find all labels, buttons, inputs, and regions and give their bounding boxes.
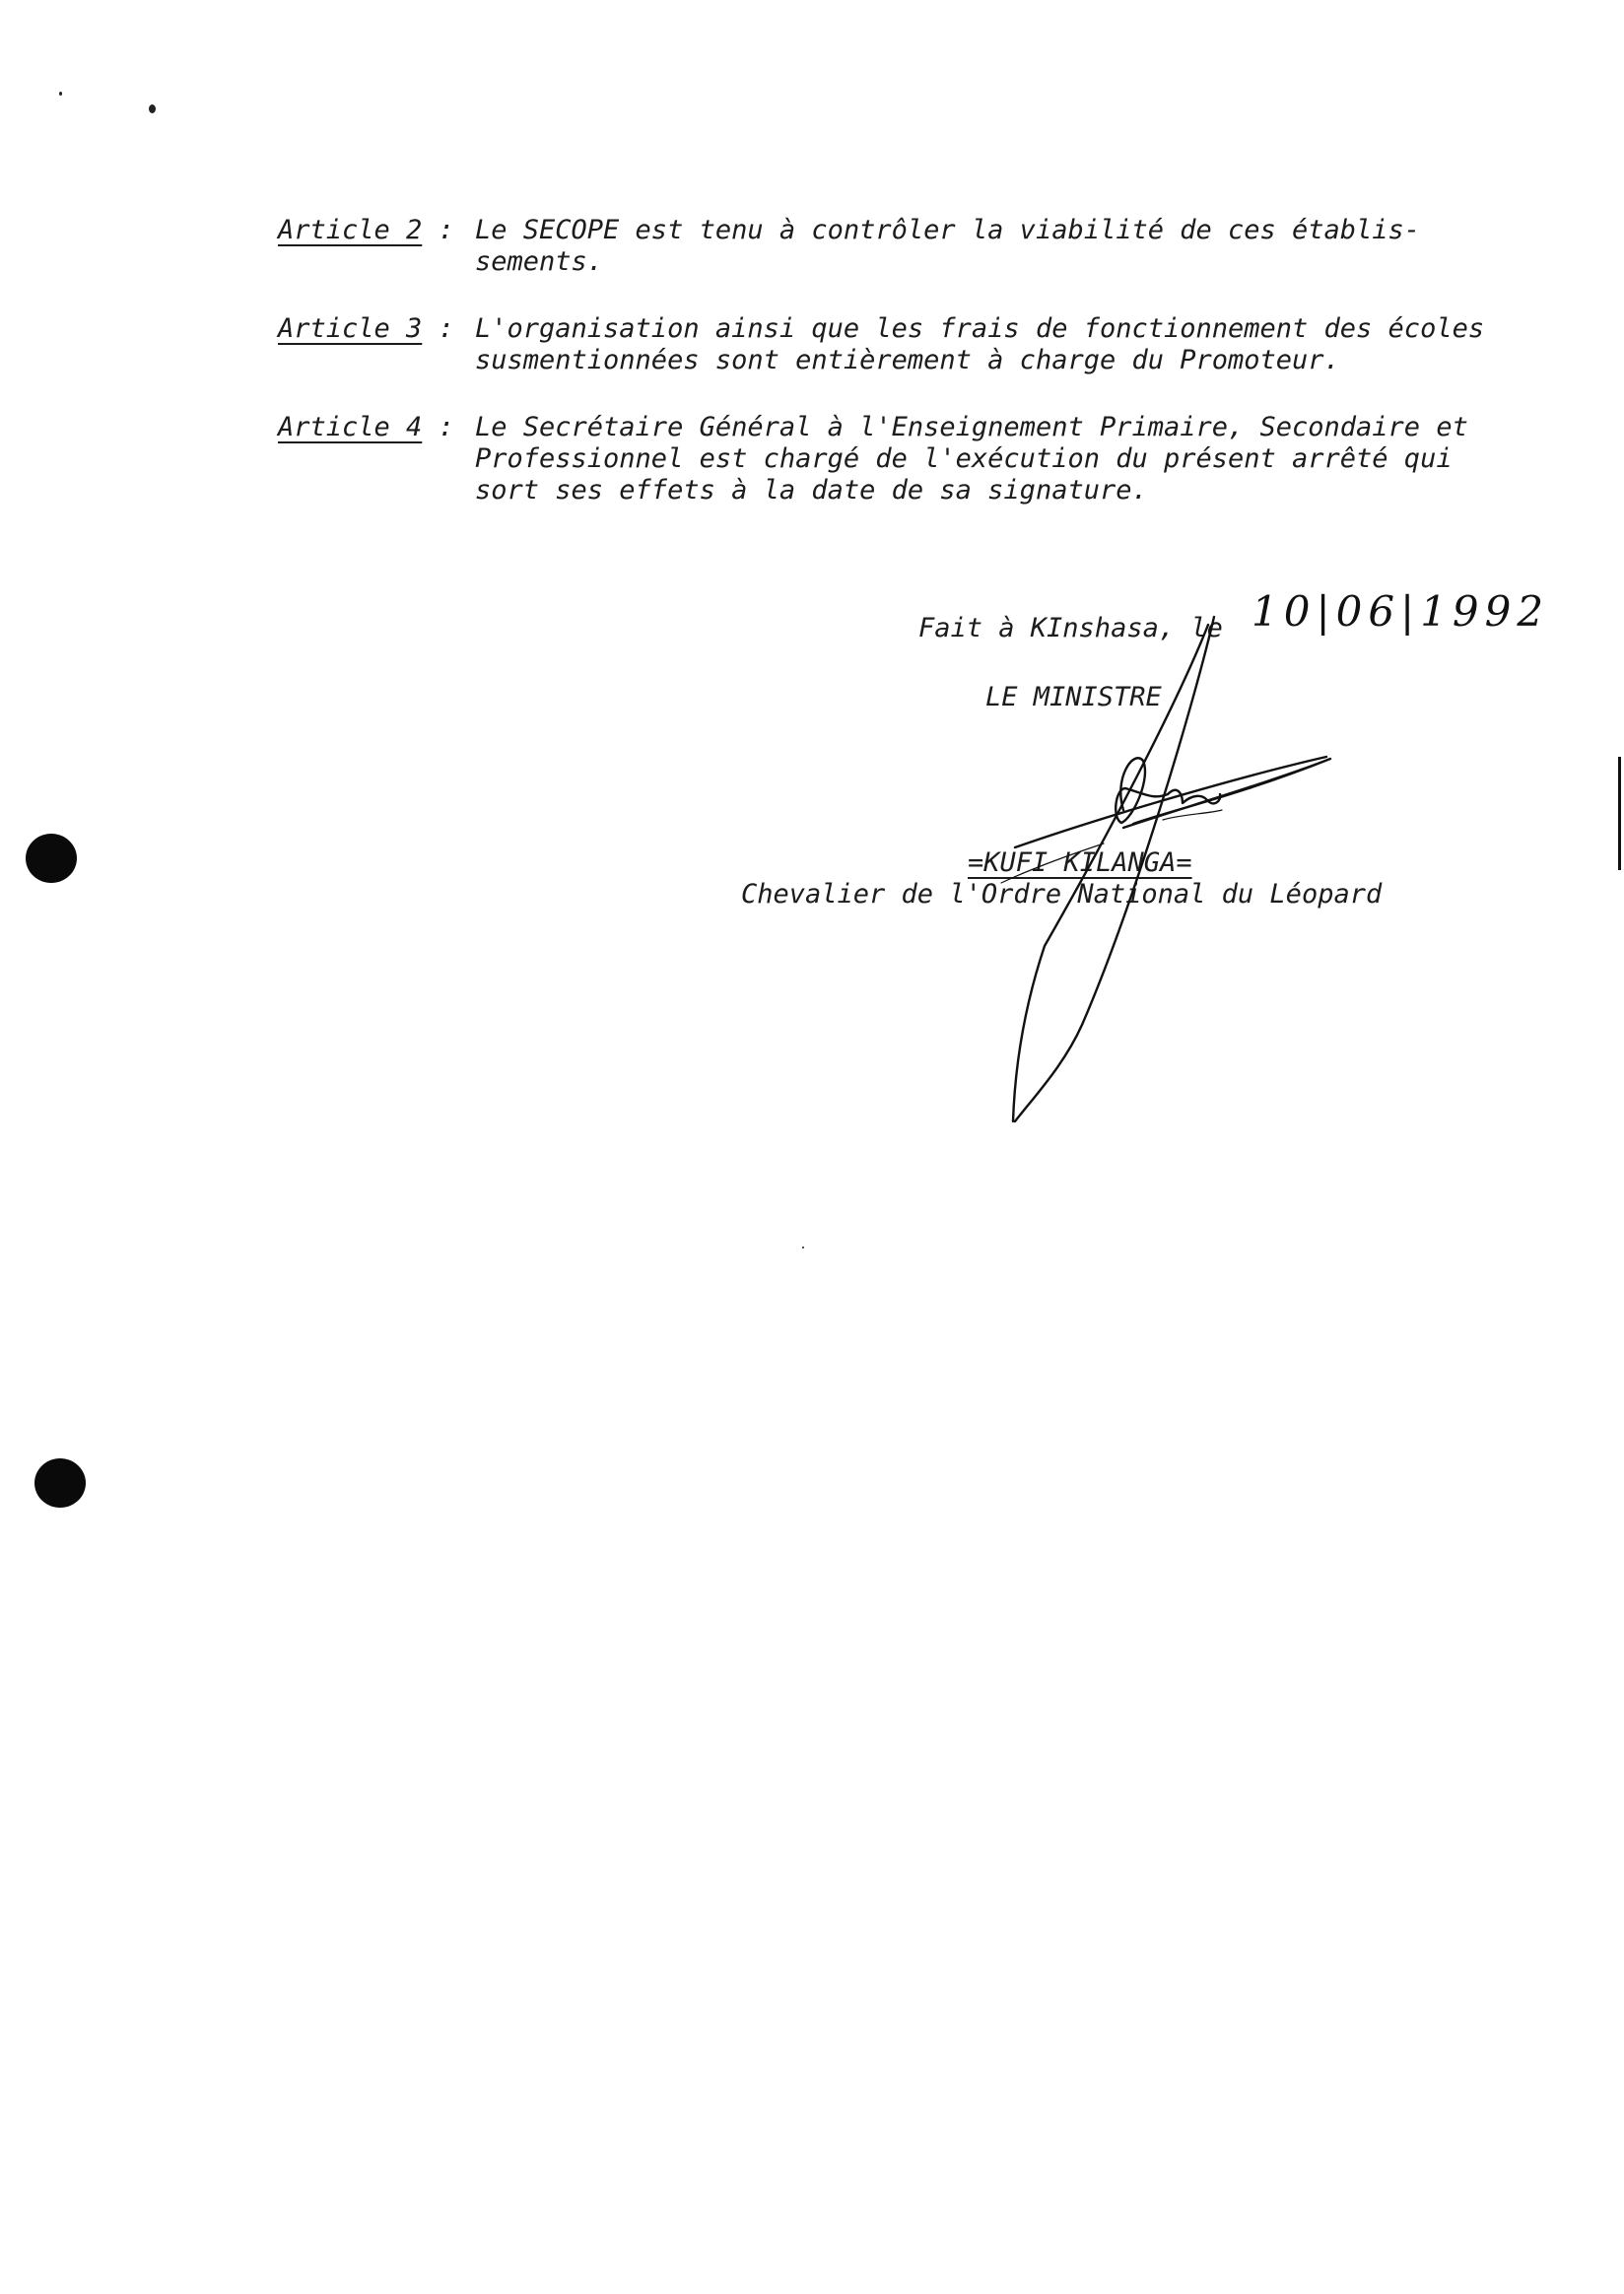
article-text: Le SECOPE est tenu à contrôler la viabilité de ces établis- sements. bbox=[475, 215, 1421, 277]
articles-section bbox=[278, 215, 1529, 542]
article-3 bbox=[278, 313, 1529, 376]
signatory-name: =KUFI KILANGA= bbox=[968, 847, 1192, 878]
scan-speck bbox=[802, 1247, 804, 1248]
punch-hole-top bbox=[26, 834, 77, 883]
handwritten-date: 10|06|1992 bbox=[1252, 587, 1550, 636]
article-text: Le Secrétaire Général à l'Enseignement Primaire, Secondaire et Professionnel est chargé de l'exécution du présent arrêté qui sort ses effets à la date de sa signature. bbox=[475, 412, 1468, 506]
article-4 bbox=[278, 412, 1529, 506]
punch-hole-bottom bbox=[34, 1458, 86, 1508]
article-2 bbox=[278, 215, 1529, 278]
article-label: Article 3 : bbox=[278, 313, 454, 344]
scan-speck bbox=[59, 92, 62, 96]
place-date-line: Fait à KInshasa, le bbox=[918, 613, 1223, 643]
article-label: Article 4 : bbox=[278, 412, 454, 442]
edge-mark bbox=[1618, 757, 1621, 870]
signatory-honor: Chevalier de l'Ordre National du Léopard bbox=[741, 879, 1383, 910]
article-label: Article 2 : bbox=[278, 215, 454, 245]
office-title: LE MINISTRE bbox=[985, 682, 1162, 712]
scan-speck bbox=[149, 104, 156, 113]
article-text: L'organisation ainsi que les frais de fonctionnement des écoles susmentionnées sont entièrement à charge du Promoteur. bbox=[475, 313, 1485, 375]
